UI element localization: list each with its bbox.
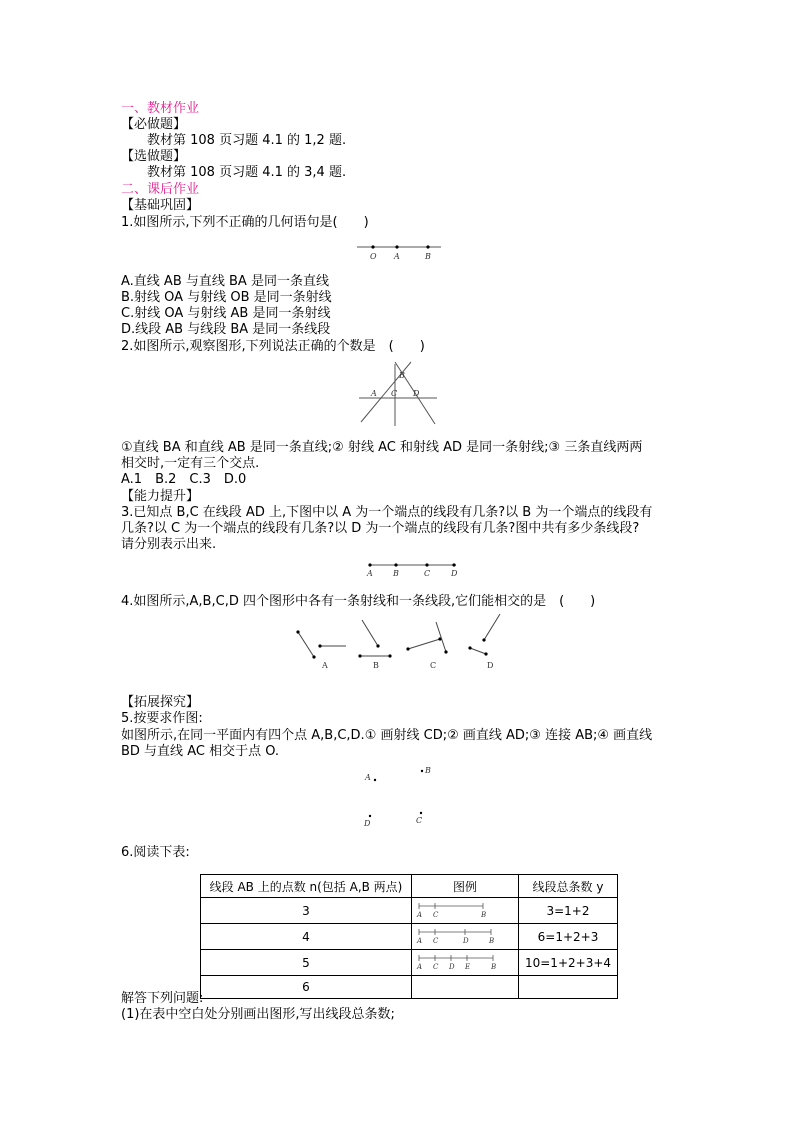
q2-options: A.1 B.2 C.3 D.0: [121, 472, 247, 487]
point-label: D: [451, 569, 458, 578]
optional-text: 教材第 108 页习题 4.1 的 3,4 题.: [147, 165, 347, 180]
point-label: C: [424, 569, 431, 578]
diagram-cell: [412, 898, 519, 924]
q5-figure: [360, 762, 440, 830]
point-label: B: [425, 766, 431, 775]
diagram-cell: [412, 924, 519, 950]
answer-title: 解答下列问题:: [121, 991, 204, 1006]
q2-stem: 2.如图所示,观察图形,下列说法正确的个数是 ( ): [121, 339, 425, 354]
q4-figure: [290, 612, 510, 674]
point-label: O: [370, 252, 377, 261]
svg-text:D: D: [463, 937, 469, 945]
svg-text:A: A: [417, 937, 423, 945]
diagram-cell: [412, 976, 519, 999]
point-label: A: [371, 389, 377, 398]
y-cell: 10=1+2+3+4: [519, 950, 618, 976]
q3-text: 3.已知点 B,C 在线段 AD 上,下图中以 A 为一个端点的线段有几条?以 B 为一个端点的线段有: [121, 505, 653, 520]
point-label: C: [416, 816, 423, 825]
section-title: 一、教材作业: [121, 101, 200, 116]
explore-label: 【拓展探究】: [121, 695, 200, 710]
header-cell: 线段总条数 y: [519, 875, 618, 898]
svg-text:B: B: [481, 911, 487, 919]
n-cell: 3: [201, 898, 412, 924]
q1-stem: 1.如图所示,下列不正确的几何语句是( ): [121, 215, 369, 230]
svg-text:A: A: [417, 911, 423, 919]
point-label: B: [425, 252, 431, 261]
svg-text:C: C: [433, 963, 439, 971]
segment-diagram: [415, 898, 515, 920]
table-row: [201, 950, 618, 976]
n-cell: 5: [201, 950, 412, 976]
n-cell: 6: [201, 976, 412, 999]
table-row: [201, 976, 618, 999]
option-label: B: [373, 661, 379, 670]
diagram-cell: [412, 950, 519, 976]
segment-diagram: [415, 924, 515, 946]
point-label: B: [399, 371, 405, 380]
basic-label: 【基础巩固】: [121, 198, 200, 213]
required-label: 【必做题】: [121, 117, 187, 132]
y-cell: [519, 976, 618, 999]
svg-text:C: C: [433, 911, 439, 919]
option-label: D: [487, 661, 494, 670]
svg-text:A: A: [417, 963, 423, 971]
header-cell: 线段 AB 上的点数 n(包括 A,B 两点): [201, 875, 412, 898]
q1-figure: [355, 240, 445, 262]
n-cell: 4: [201, 924, 412, 950]
point-label: D: [413, 389, 420, 398]
table-header-row: [201, 875, 618, 898]
section-title: 二、课后作业: [121, 182, 200, 197]
q4-stem: 4.如图所示,A,B,C,D 四个图形中各有一条射线和一条线段,它们能相交的是 ( ): [121, 594, 596, 609]
q5-text: 5.按要求作图:: [121, 711, 203, 726]
optional-label: 【选做题】: [121, 149, 187, 164]
svg-text:B: B: [491, 963, 497, 971]
q2-body: 相交时,一定有三个交点.: [121, 456, 260, 471]
q2-figure: [355, 358, 441, 428]
y-cell: 6=1+2+3: [519, 924, 618, 950]
segment-diagram: [415, 950, 515, 972]
q2-body: ①直线 BA 和直线 AB 是同一条直线;② 射线 AC 和射线 AD 是同一条射线;③ 三条直线两两: [121, 440, 643, 455]
option-label: C: [430, 661, 437, 670]
svg-text:C: C: [433, 937, 439, 945]
segment-table: [200, 874, 618, 999]
q1-option: C.射线 OA 与射线 AB 是同一条射线: [121, 306, 331, 321]
point-label: B: [393, 569, 399, 578]
ability-label: 【能力提升】: [121, 489, 200, 504]
q1-option: B.射线 OA 与射线 OB 是同一条射线: [121, 290, 332, 305]
point-label: A: [367, 569, 373, 578]
svg-text:B: B: [489, 937, 495, 945]
point-label: D: [364, 819, 371, 828]
q1-option: D.线段 AB 与线段 BA 是同一条线段: [121, 322, 331, 337]
y-cell: 3=1+2: [519, 898, 618, 924]
required-text: 教材第 108 页习题 4.1 的 1,2 题.: [147, 133, 347, 148]
q6-stem: 6.阅读下表:: [121, 845, 190, 860]
table-row: [201, 924, 618, 950]
q5-text: BD 与直线 AC 相交于点 O.: [121, 744, 280, 759]
point-label: A: [394, 252, 400, 261]
q1-option: A.直线 AB 与直线 BA 是同一条直线: [121, 274, 329, 289]
svg-text:D: D: [449, 963, 455, 971]
sub-question: (1)在表中空白处分别画出图形,写出线段总条数;: [121, 1007, 395, 1022]
q3-text: 几条?以 C 为一个端点的线段有几条?以 D 为一个端点的线段有几条?图中共有多少条线段?: [121, 521, 640, 536]
table-row: [201, 898, 618, 924]
q3-text: 请分别表示出来.: [121, 537, 217, 552]
q3-figure: [362, 559, 462, 579]
header-cell: 图例: [412, 875, 519, 898]
q5-text: 如图所示,在同一平面内有四个点 A,B,C,D.① 画射线 CD;② 画直线 AD;③ 连接 AB;④ 画直线: [121, 728, 653, 743]
option-label: A: [322, 661, 328, 670]
svg-text:E: E: [465, 963, 471, 971]
point-label: C: [391, 389, 398, 398]
point-label: A: [365, 773, 371, 782]
